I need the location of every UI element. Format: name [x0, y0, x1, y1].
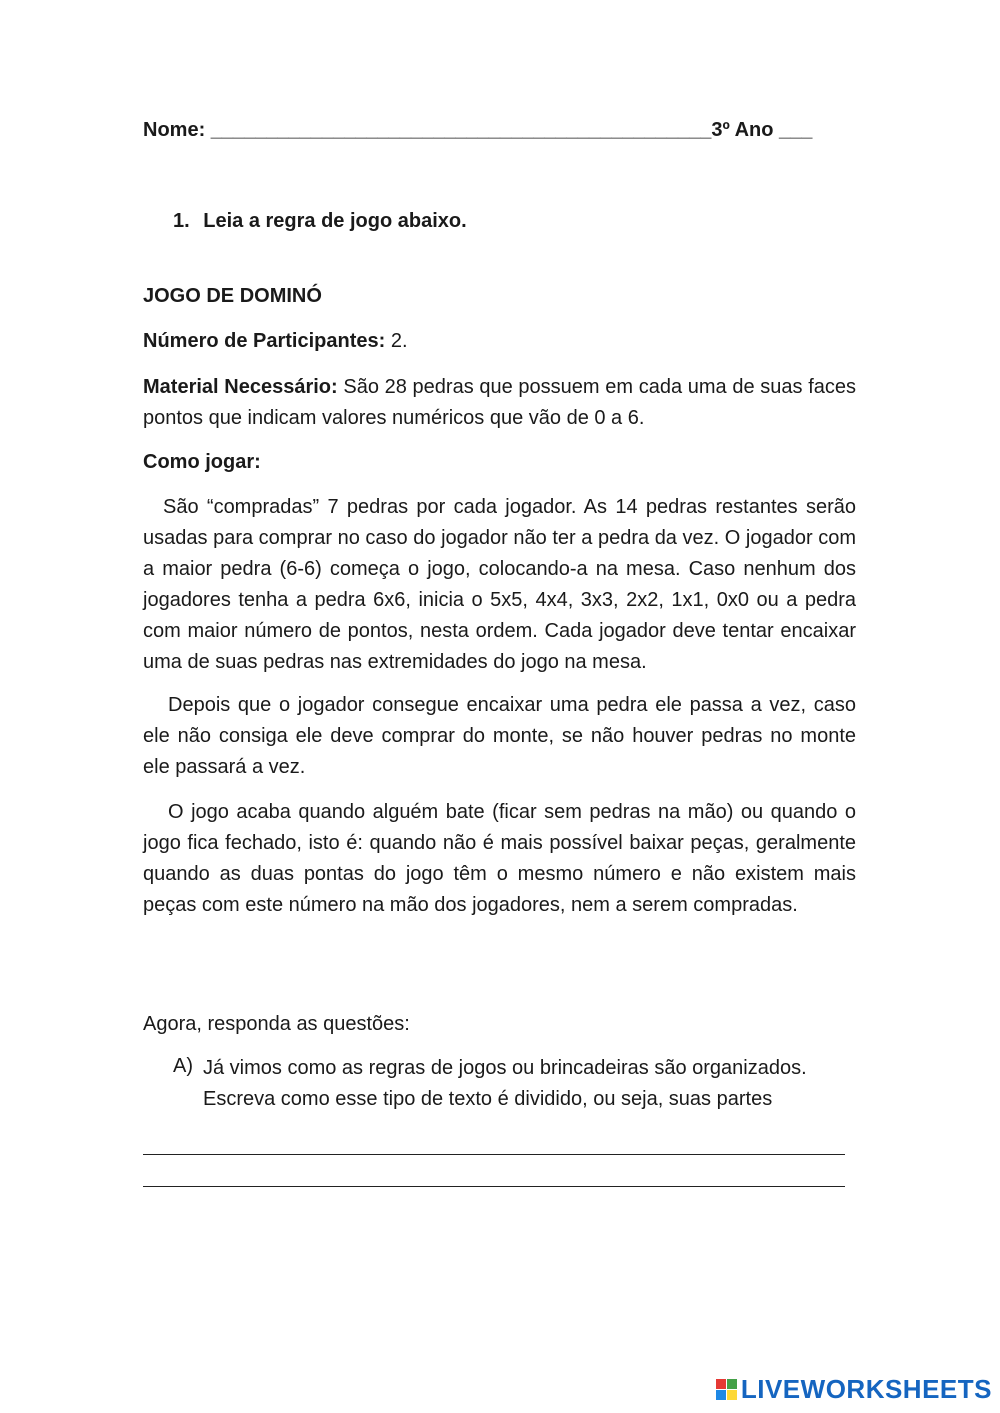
grade-blank[interactable]: ___ — [779, 119, 813, 141]
rules-paragraph-1: São “compradas” 7 pedras por cada jogador. As 14 pedras restantes serão usadas para comprar no caso do jogador não ter a pedra da vez. O jogador com a maior pedra (6-6) começa o jogo, colocando-a na mesa. Caso nenhum dos jogadores tenha a pedra 6x6, inicia o 5x5, 4x4, 3x3, 2x2, 1x1, 0x0 ou a pedra com maior número de pontos, nesta ordem. Cada jogador deve tentar encaixar uma de suas pedras nas extremidades do jogo na mesa. — [143, 496, 856, 673]
questions-intro: Agora, responda as questões: — [143, 1013, 410, 1035]
answer-line-1[interactable] — [143, 1154, 845, 1155]
material-text: São 28 pedras que possuem em cada uma de suas faces pontos que indicam valores numéricos que vão de 0 a 6. — [143, 376, 856, 429]
rules-paragraph-3: O jogo acaba quando alguém bate (ficar sem pedras na mão) ou quando o jogo fica fechado, isto é: quando não é mais possível baixar peças, geralmente quando as duas pontas do jogo têm o mesmo número e não existem mais peças com este número na mão dos jogadores, nem a serem compradas. — [143, 801, 856, 916]
participants-line — [143, 330, 408, 353]
grade-label: 3º Ano — [711, 119, 774, 141]
liveworksheets-logo — [716, 1374, 992, 1405]
logo-text: LIVEWORKSHEETS — [740, 1374, 992, 1404]
logo-mark-icon — [716, 1379, 737, 1400]
name-label: Nome: — [143, 119, 206, 141]
name-blank[interactable]: _____________________________________________ — [210, 119, 712, 141]
question-1 — [173, 210, 467, 233]
question-a-text: Já vimos como as regras de jogos ou brincadeiras são organizados. Escreva como esse tipo de texto é dividido, ou seja, suas partes — [203, 1057, 807, 1110]
name-row — [143, 119, 812, 142]
game-title: JOGO DE DOMINÓ — [143, 285, 322, 307]
participants-label: Número de Participantes: — [143, 330, 386, 352]
material-paragraph — [143, 372, 856, 434]
participants-value: 2. — [390, 330, 408, 352]
question-a-label: A) — [173, 1055, 193, 1077]
material-label: Material Necessário: — [143, 376, 338, 398]
rules-paragraph-2: Depois que o jogador consegue encaixar uma pedra ele passa a vez, caso ele não consiga ele deve comprar do monte, se não houver pedras no monte ele passará a vez. — [143, 694, 856, 778]
question-1-text: Leia a regra de jogo abaixo. — [203, 210, 467, 232]
how-to-play-label: Como jogar: — [143, 451, 261, 473]
question-1-number: 1. — [173, 210, 190, 232]
answer-line-2[interactable] — [143, 1186, 845, 1187]
